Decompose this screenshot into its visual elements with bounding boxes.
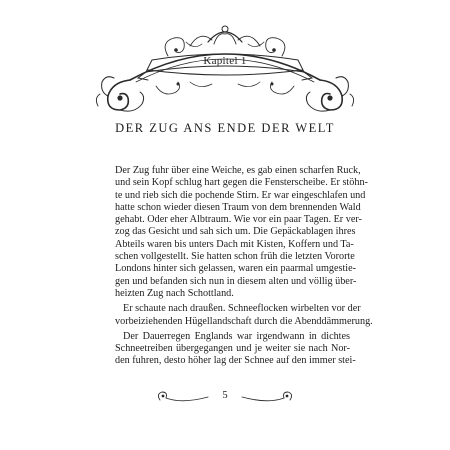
body-text [115,165,373,368]
chapter-ornament [90,20,360,118]
chapter-title: DER ZUG ANS ENDE DER WELT [115,121,335,135]
text-line: und sein Kopf schlug hart gegen die Fensterscheibe. Er stöhn- [115,177,368,189]
text-line: den fuhren, desto höher lag der Schnee auf den immer stei- [115,355,356,367]
text-line: hatte schon wieder diesen Traum von dem brennenden Wald [115,201,361,213]
page-footer [150,388,300,406]
text-line: Der Dauerregen Englands war irgendwann in dichtes [123,330,350,342]
text-line: heizten Zug nach Schottland. [115,287,234,299]
text-line: gehabt. Oder eher Albtraum. Wie vor ein paar Tagen. Er ver- [115,214,362,226]
text-line: zog das Gesicht und sah sich um. Die Gepäckablagen ihres [115,226,356,238]
chapter-label: Kapitel 1 [203,55,247,67]
text-line: Abteils waren bis unters Dach mit Kisten, Koffern und Ta- [115,238,354,250]
text-line: schen vollgestellt. Sie hatten schon früh die letzten Vororte [115,251,355,263]
page-number: 5 [222,390,228,401]
text-line: vorbeiziehenden Hügellandschaft durch die Abenddämmerung. [115,315,373,327]
text-line: Schneetreiben übergegangen und je weiter sie nach Nor- [115,343,350,355]
text-line: gen und befanden sich nun in diesem alten und völlig über- [115,275,357,287]
text-line: Er schaute nach draußen. Schneeflocken wirbelten vor der [123,303,361,315]
text-line: te und rieb sich die pochende Stirn. Er war eingeschlafen und [115,189,366,201]
text-line: Londons hinter sich gelassen, waren ein paarmal umgestie- [115,263,357,275]
ornament-flourish-icon [90,20,360,118]
text-line: Der Zug fuhr über eine Weiche, es gab einen scharfen Ruck, [115,165,361,176]
